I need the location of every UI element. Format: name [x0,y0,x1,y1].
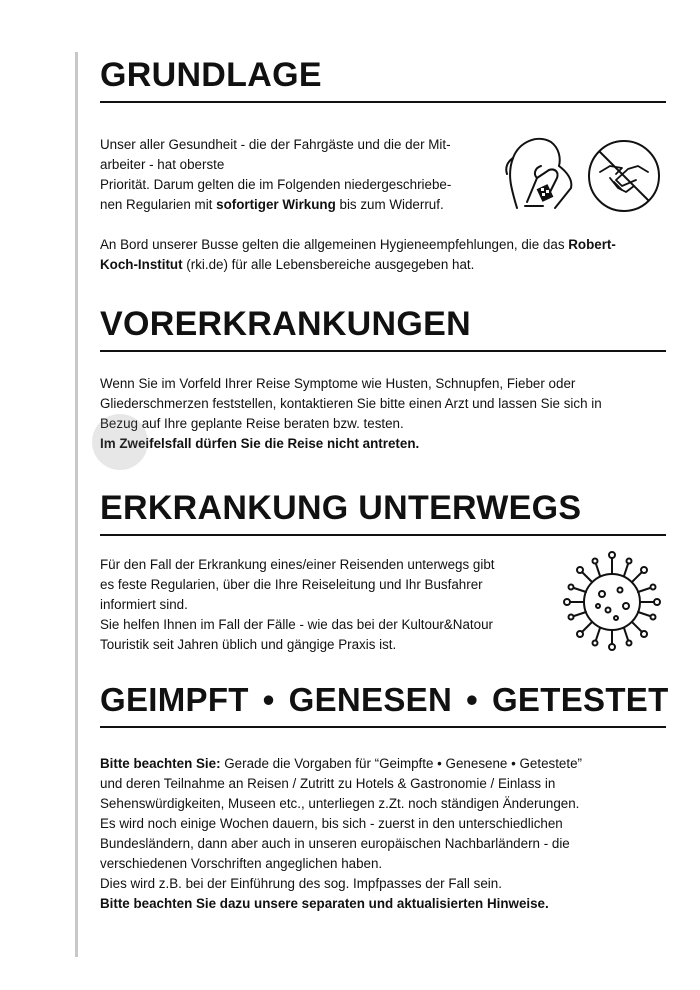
bold-text: Im Zweifelsfall dürfen Sie die Reise nicht antreten. [100,436,420,451]
text-line: Gliederschmerzen feststellen, kontaktieren Sie bitte einen Arzt und lassen Sie sich in [100,396,602,411]
heading-word: GETESTET [491,681,669,718]
heading-rule [100,350,666,352]
heading-rule [100,101,666,103]
text-line: Für den Fall der Erkrankung eines/einer Reisenden unterwegs gibt [100,557,495,572]
text-line: Dies wird z.B. bei der Einführung des sog. Impfpasses der Fall sein. [100,876,502,891]
text-line: Bundesländern, dann aber auch in unseren europäischen Nachbarländern - die [100,836,570,851]
heading-word: GENESEN [288,681,453,718]
bullet-separator: • [466,681,478,718]
no-handshake-icon [586,138,662,214]
text-line: An Bord unserer Busse gelten die allgemeinen Hygieneempfehlungen, die das [100,237,569,252]
text-line: es feste Regularien, über die Ihre Reiseleitung und Ihr Busfahrer [100,577,483,592]
bold-text: Robert- [568,237,616,252]
text-line: Touristik seit Jahren üblich und gängige Praxis ist. [100,637,397,652]
section-ggg [100,680,669,728]
grundlage-paragraph-2 [100,235,666,275]
bold-text: sofortiger Wirkung [216,197,336,212]
text-line: arbeiter - hat oberste [100,157,225,172]
bullet-separator: • [262,681,275,718]
text-line: Priorität. Darum gelten die im Folgenden niedergeschriebe- [100,177,452,192]
text-line: Bezug auf Ihre geplante Reise beraten bzw. testen. [100,416,404,431]
heading-ggg [100,680,669,720]
erkrankung-paragraph [100,555,540,655]
heading-rule [100,534,666,536]
text-line: Gerade die Vorgaben für “Geimpfte • Genesene • Getestete” [220,756,583,771]
text-line: Unser aller Gesundheit - die der Fahrgäste und die der Mit- [100,137,451,152]
heading-erkrankung-unterwegs: ERKRANKUNG UNTERWEGS [100,489,582,527]
heading-grundlage: GRUNDLAGE [100,56,322,94]
text-line: und deren Teilnahme an Reisen / Zutritt zu Hotels & Gastronomie / Einlass in [100,776,556,791]
text-line: bis zum Widerruf. [335,197,444,212]
text-line: Es wird noch einige Wochen dauern, bis sich - zuerst in den unterschiedlichen [100,816,563,831]
touch-indicator [92,414,148,470]
ggg-paragraph [100,754,666,914]
virus-icon [560,548,664,652]
section-grundlage [100,55,666,103]
text-line: verschiedenen Vorschriften angeglichen haben. [100,856,383,871]
bold-text: Bitte beachten Sie dazu unsere separaten und aktualisierten Hinweise. [100,896,549,911]
heading-rule [100,726,666,728]
text-line: Wenn Sie im Vorfeld Ihrer Reise Symptome wie Husten, Schnupfen, Fieber oder [100,376,576,391]
text-line: nen Regularien mit [100,197,217,212]
sidebar-rule [75,52,78,957]
text-line: Sie helfen Ihnen im Fall der Fälle - wie das bei der Kultour&Natour [100,617,493,632]
vorerkrankungen-paragraph [100,374,666,454]
heading-vorerkrankungen: VORERKRANKUNGEN [100,305,471,343]
bold-text: Koch-Institut [100,257,183,272]
section-erkrankung [100,488,666,536]
section-vorerkrankungen [100,304,666,352]
text-line: (rki.de) für alle Lebensbereiche ausgegeben hat. [182,257,475,272]
text-line: Sehenswürdigkeiten, Museen etc., unterliegen z.Zt. noch ständigen Änderungen. [100,796,580,811]
grundlage-paragraph-1 [100,135,500,215]
text-line: informiert sind. [100,597,188,612]
bold-text: Bitte beachten Sie: [100,756,221,771]
cough-person-icon [497,128,583,212]
heading-word: GEIMPFT [100,681,249,718]
